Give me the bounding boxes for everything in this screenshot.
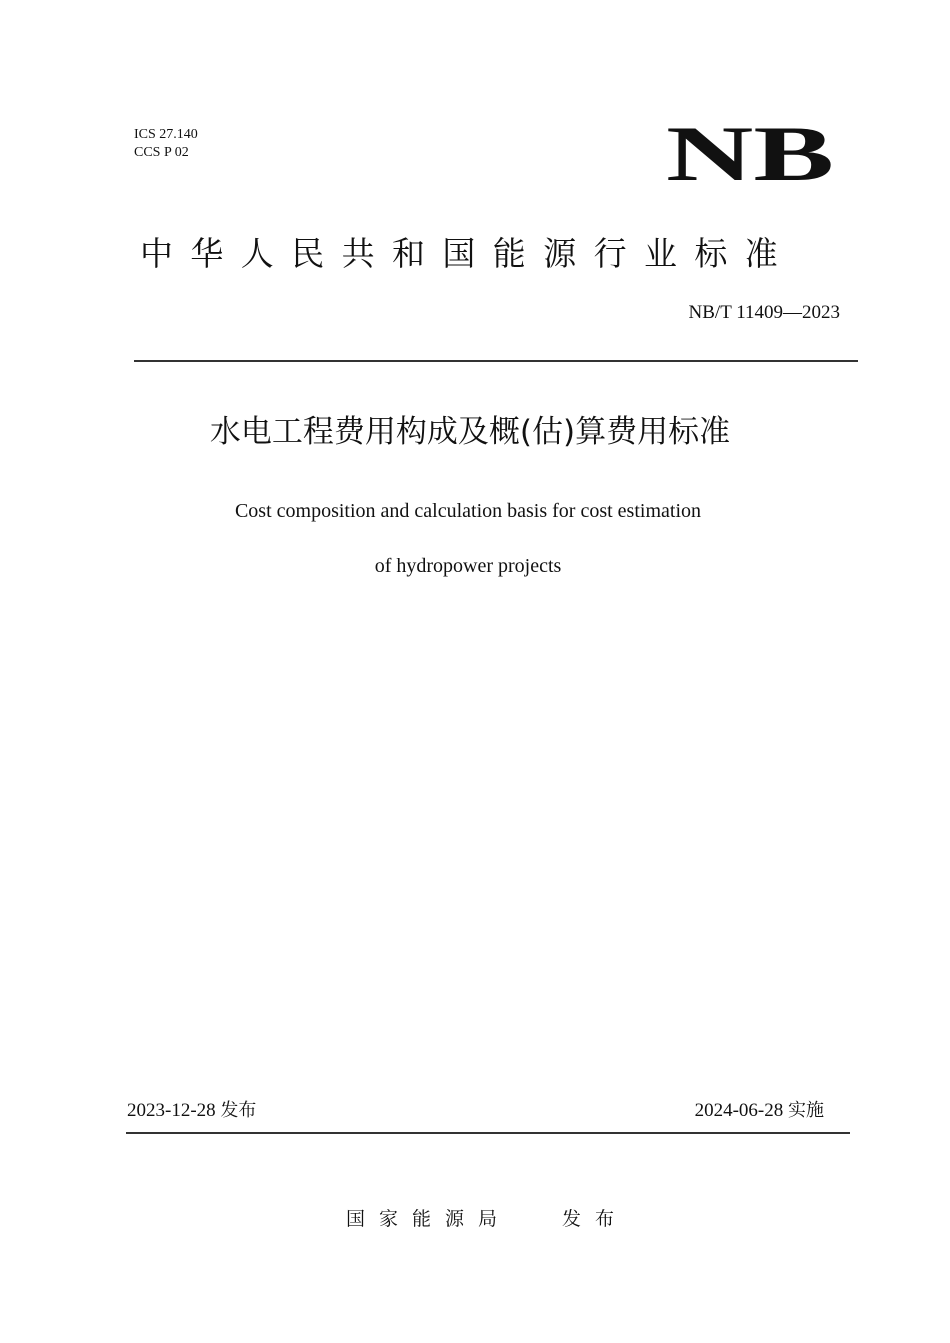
ics-code: ICS 27.140 — [134, 127, 198, 142]
issue-date: 2023-12-28 — [127, 1100, 216, 1121]
industry-standard-label: 中华人民共和国能源行业标准 — [140, 234, 796, 273]
title-chinese: 水电工程费用构成及概(估)算费用标准 — [209, 414, 731, 450]
standard-number: NB/T 11409—2023 — [688, 302, 840, 323]
issue-date-block — [127, 1098, 256, 1124]
publisher-name: 国家能源局 — [346, 1208, 512, 1230]
publish-label: 发布 — [562, 1208, 629, 1230]
nb-logo — [666, 120, 836, 192]
implementation-date: 2024-06-28 — [694, 1100, 784, 1121]
implementation-label: 实施 — [788, 1100, 824, 1121]
title-english-line2: of hydropower projects — [374, 555, 562, 577]
classification-codes — [134, 126, 198, 162]
title-english-line1: Cost composition and calculation basis for cost estimation — [234, 500, 702, 522]
issue-label: 发布 — [220, 1100, 257, 1121]
bottom-divider — [126, 1132, 850, 1134]
ccs-code: CCS P 02 — [134, 145, 189, 160]
top-divider — [134, 360, 858, 362]
implementation-date-block — [695, 1098, 824, 1124]
nb-logo-text: NB — [666, 120, 834, 192]
